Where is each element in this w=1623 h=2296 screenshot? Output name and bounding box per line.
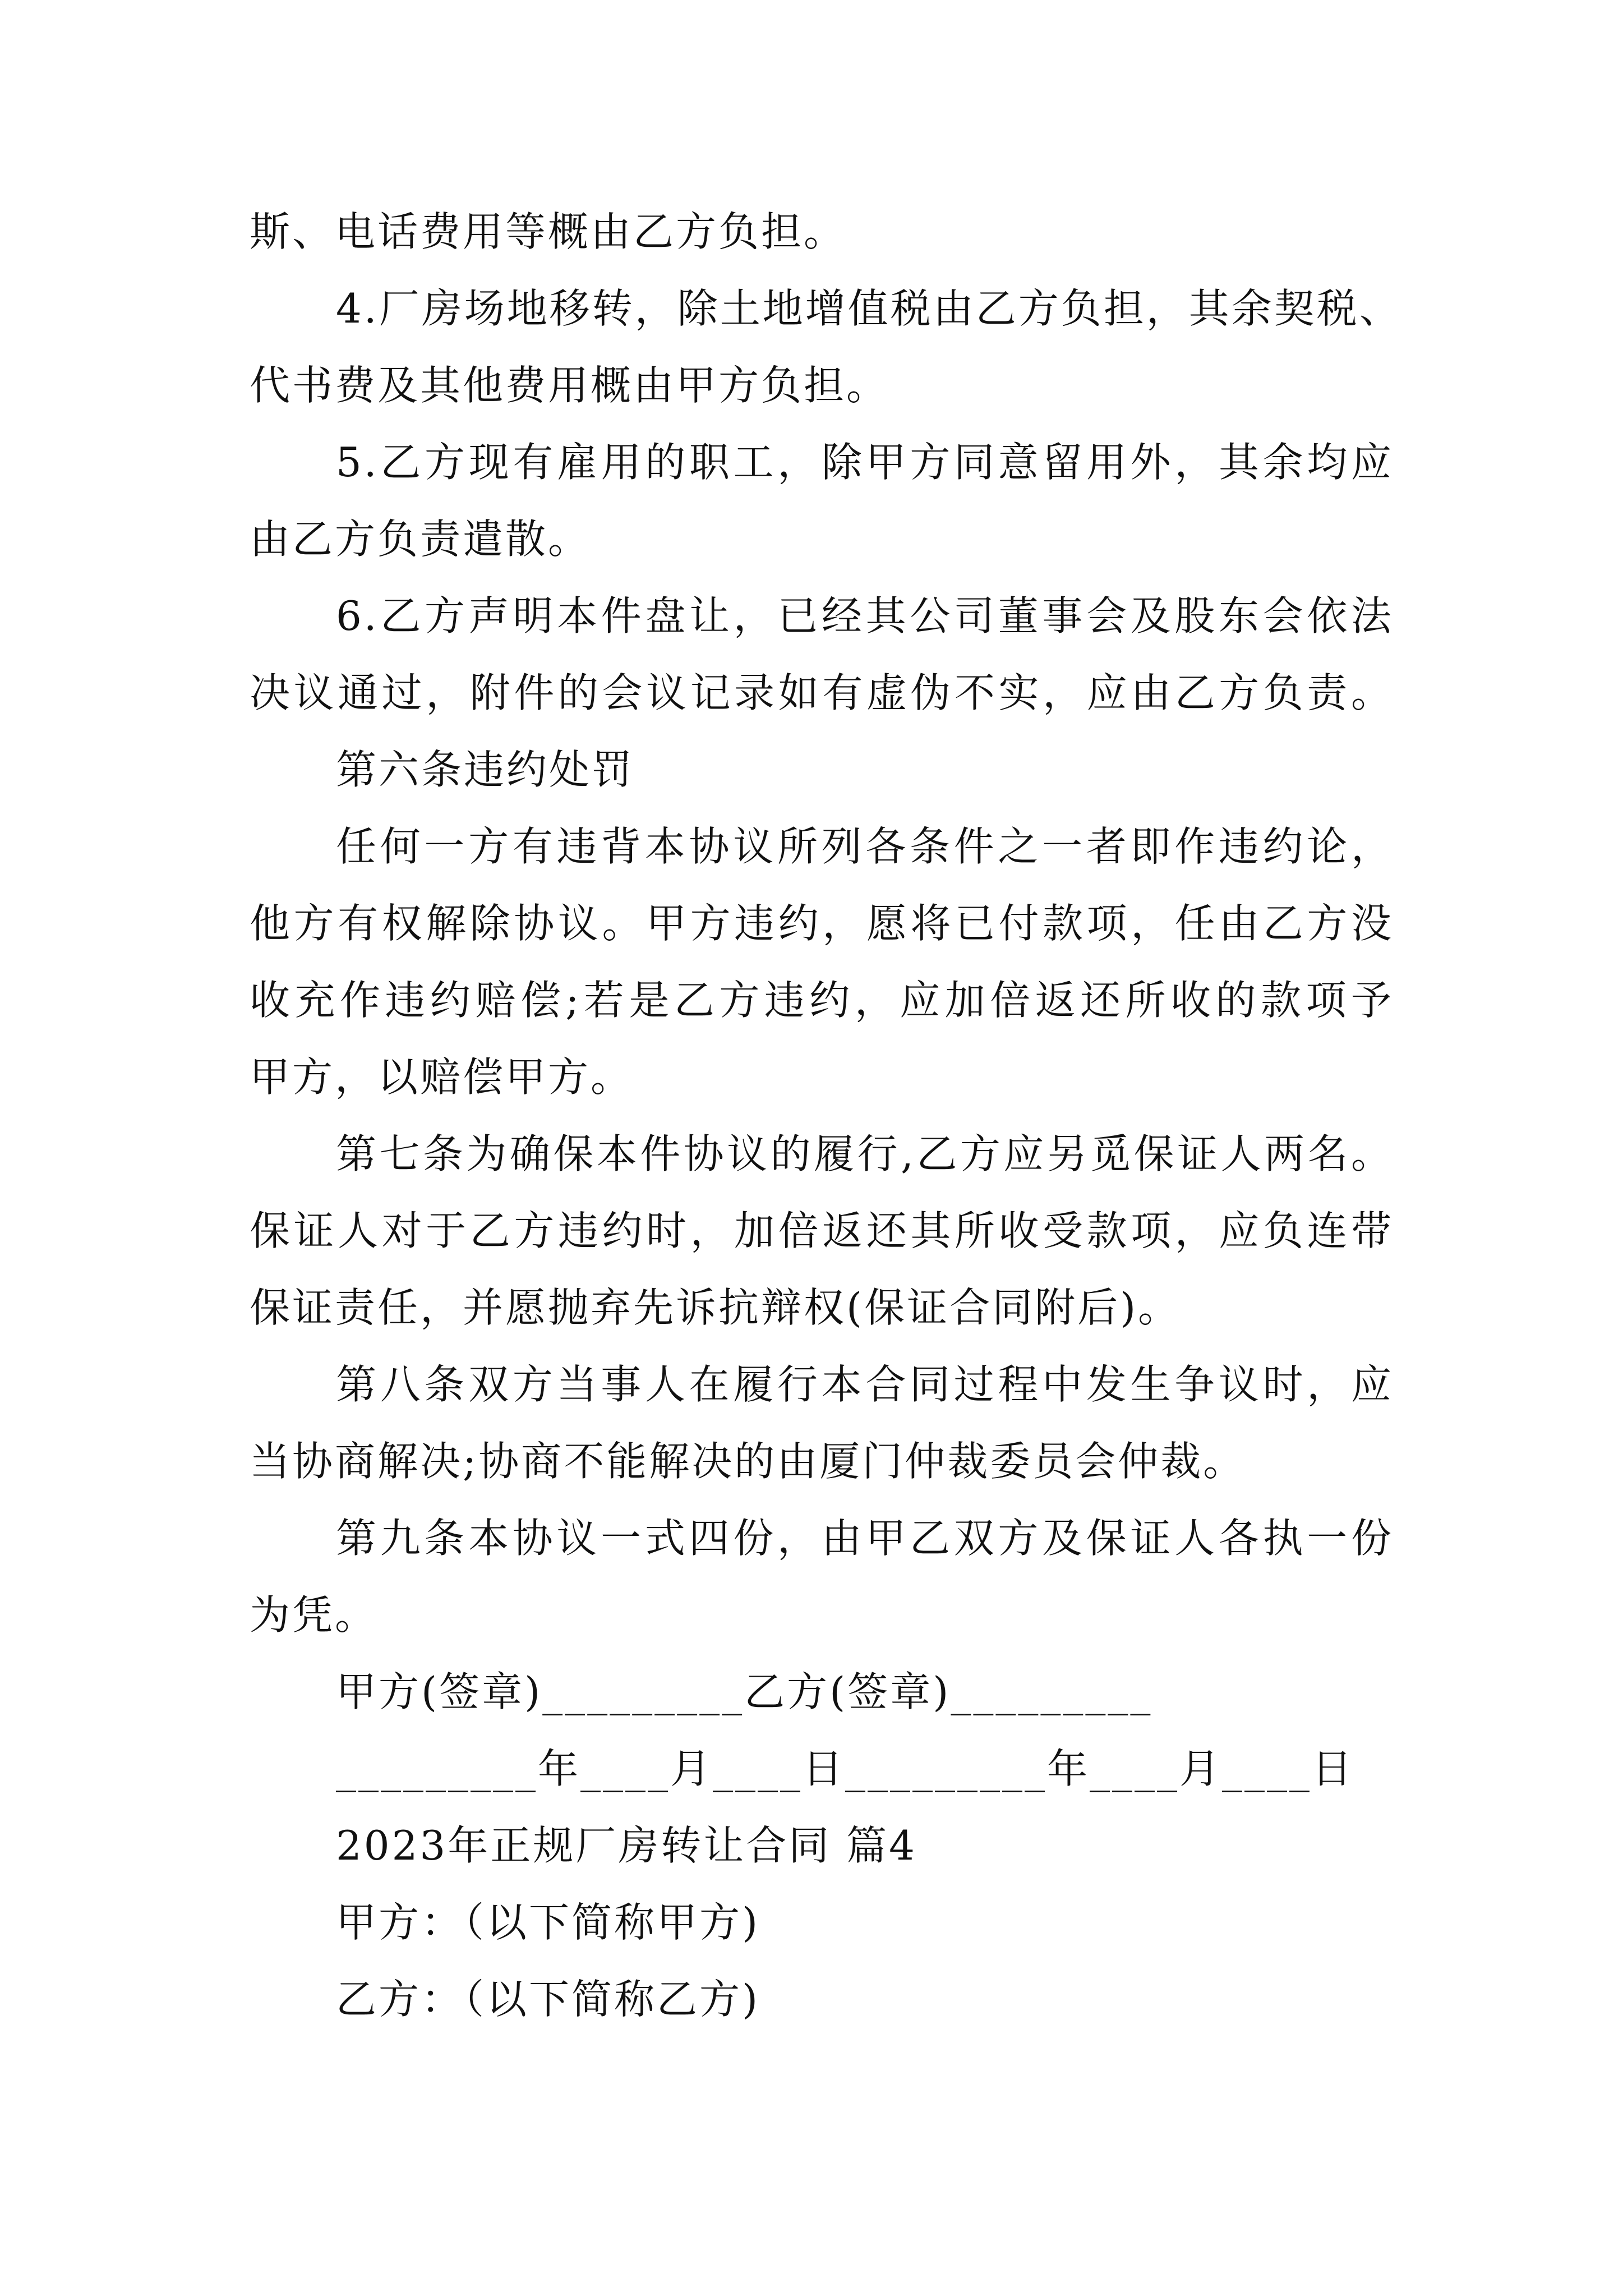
text-line: 斯、电话费用等概由乙方负担。 [250,208,847,255]
text-line: 甲方，以赔偿甲方。 [250,1053,634,1101]
text-line: 由乙方负责遣散。 [250,516,591,563]
contract-title: 2023年正规厂房转让合同 篇4 [336,1822,917,1869]
text-line: 决议通过，附件的会议记录如有虚伪不实，应由乙方负责。 [250,669,1394,716]
party-a-line: 甲方：（以下简称甲方) [336,1899,760,1946]
text-line: 保证责任，并愿抛弃先诉抗辩权(保证合同附后)。 [250,1284,1181,1331]
signature-line: 甲方(签章)_________乙方(签章)_________ [336,1668,1153,1715]
document-body [250,194,1402,2038]
text-line: 他方有权解除协议。甲方违约，愿将已付款项，任由乙方没 [250,900,1394,947]
text-line: 5.乙方现有雇用的职工，除甲方同意留用外，其余均应 [336,439,1394,486]
date-line: _________年____月____日_________年____月____日 [336,1745,1354,1792]
text-line: 代书费及其他费用概由甲方负担。 [250,362,889,409]
text-line: 当协商解决;协商不能解决的由厦门仲裁委员会仲裁。 [250,1438,1246,1485]
text-line: 收充作违约赔偿;若是乙方违约，应加倍返还所收的款项予 [250,977,1394,1024]
text-line: 第九条本协议一式四份，由甲乙双方及保证人各执一份 [336,1515,1394,1562]
text-line: 保证人对于乙方违约时，加倍返还其所收受款项，应负连带 [250,1207,1394,1254]
text-line: 4.厂房场地移转，除土地增值税由乙方负担，其余契税、 [336,285,1402,332]
text-line: 任何一方有违背本协议所列各条件之一者即作违约论， [336,823,1394,870]
text-line: 第七条为确保本件协议的履行,乙方应另觅保证人两名。 [336,1130,1394,1177]
text-line: 为凭。 [250,1591,378,1639]
party-b-line: 乙方：（以下简称乙方) [336,1976,760,2023]
text-line: 6.乙方声明本件盘让，已经其公司董事会及股东会依法 [336,592,1394,639]
section-heading: 第六条违约处罚 [336,746,635,793]
text-line: 第八条双方当事人在履行本合同过程中发生争议时，应 [336,1361,1394,1408]
